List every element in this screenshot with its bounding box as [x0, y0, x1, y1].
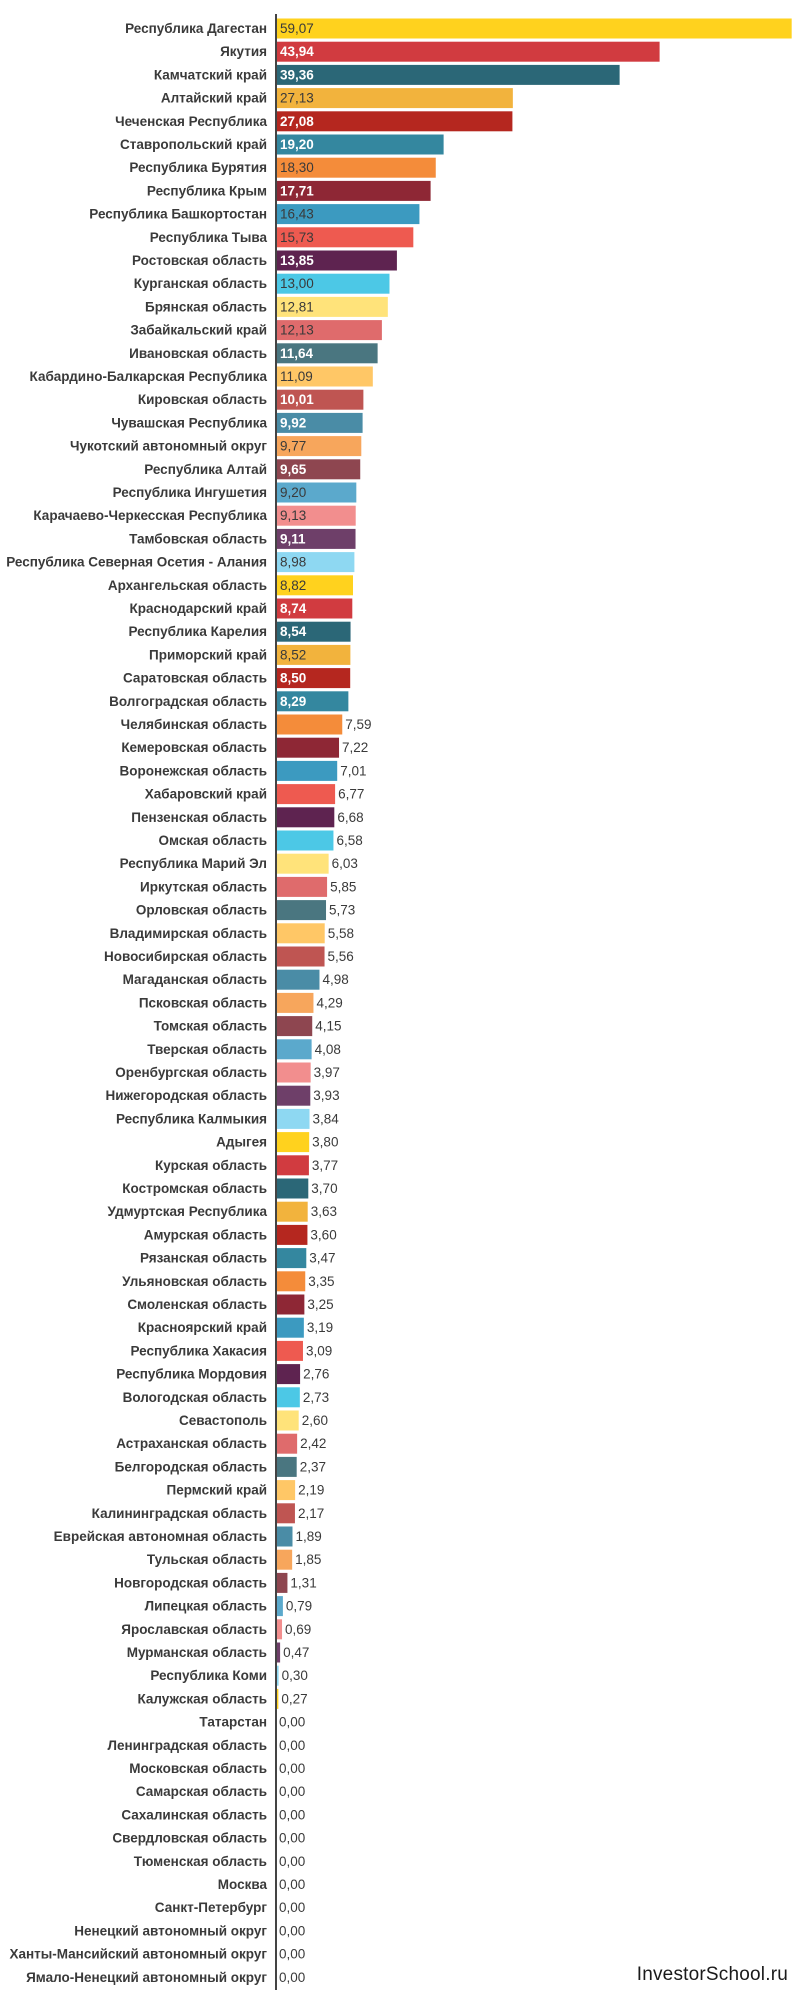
category-label: Чеченская Республика — [115, 113, 267, 129]
value-label: 3,77 — [311, 1157, 339, 1173]
value-label: 3,97 — [313, 1065, 340, 1080]
category-label: Орловская область — [135, 902, 267, 918]
value-label: 2,76 — [303, 1366, 330, 1382]
value-label: 4,29 — [316, 995, 343, 1011]
bar — [276, 1063, 311, 1083]
value-label: 3,84 — [312, 1111, 339, 1127]
category-label: Татарстан — [199, 1714, 267, 1730]
category-label: Тверская область — [147, 1041, 267, 1057]
category-label: Смоленская область — [127, 1297, 267, 1312]
value-label: 1,89 — [295, 1529, 322, 1544]
category-label: Астраханская область — [116, 1436, 267, 1452]
category-label: Ярославская область — [121, 1621, 267, 1637]
category-label: Адыгея — [216, 1134, 267, 1150]
value-label: 8,29 — [280, 693, 307, 709]
category-label: Карачаево-Черкесская Республика — [33, 508, 267, 524]
value-label: 8,54 — [280, 624, 307, 640]
category-label: Удмуртская Республика — [107, 1204, 267, 1220]
category-label: Севастополь — [178, 1413, 267, 1428]
bar — [276, 19, 792, 39]
value-label: 0,79 — [285, 1598, 313, 1614]
value-label: 8,52 — [280, 647, 307, 663]
bar — [276, 1387, 300, 1407]
value-label: 0,47 — [283, 1645, 310, 1660]
value-label: 11,09 — [280, 369, 313, 384]
value-label: 3,19 — [306, 1320, 334, 1336]
category-label: Чукотский автономный округ — [70, 438, 267, 454]
value-label: 0,00 — [279, 1737, 306, 1753]
value-label: 11,64 — [280, 345, 314, 361]
value-label: 5,85 — [330, 879, 357, 895]
category-label: Владимирская область — [109, 925, 267, 941]
category-label: Республика Мордовия — [116, 1366, 267, 1382]
value-label: 8,50 — [280, 670, 307, 686]
category-label: Самарская область — [135, 1784, 267, 1800]
category-label: Мурманская область — [126, 1645, 267, 1660]
bar — [276, 1109, 310, 1129]
category-label: Якутия — [220, 44, 267, 60]
category-label: Нижегородская область — [105, 1088, 267, 1104]
category-label: Ленинградская область — [107, 1737, 267, 1753]
category-label: Чувашская Республика — [111, 415, 267, 431]
value-label: 0,00 — [279, 1900, 306, 1916]
value-label: 0,00 — [279, 1853, 306, 1869]
category-label: Ханты-Мансийский автономный округ — [9, 1946, 267, 1962]
bar — [276, 1155, 309, 1175]
category-label: Кировская область — [137, 392, 267, 408]
bar — [276, 854, 329, 874]
value-label: 0,00 — [279, 1923, 306, 1939]
bar — [276, 784, 335, 804]
value-label: 19,20 — [280, 137, 314, 152]
bar — [276, 1248, 306, 1268]
bar — [276, 1132, 309, 1152]
value-label: 0,27 — [281, 1691, 308, 1707]
value-label: 6,77 — [338, 786, 365, 802]
value-label: 9,77 — [280, 438, 307, 454]
value-label: 0,00 — [279, 1877, 306, 1892]
category-label: Ненецкий автономный округ — [74, 1923, 267, 1939]
category-label: Московская область — [129, 1761, 267, 1776]
category-label: Алтайский край — [160, 90, 267, 106]
value-label: 15,73 — [280, 229, 314, 245]
value-label: 9,92 — [280, 415, 307, 431]
category-label: Республика Марий Эл — [119, 856, 267, 872]
category-label: Краснодарский край — [129, 601, 267, 616]
category-label: Челябинская область — [120, 717, 267, 732]
value-label: 7,01 — [340, 763, 367, 779]
watermark: InvestorSchool.ru — [636, 1964, 788, 1985]
value-label: 0,00 — [279, 1946, 306, 1962]
category-label: Пензенская область — [131, 809, 267, 825]
category-label: Магаданская область — [122, 972, 267, 988]
category-label: Республика Алтай — [144, 461, 267, 477]
category-label: Ульяновская область — [122, 1273, 267, 1289]
value-label: 2,17 — [297, 1505, 325, 1521]
bar — [276, 1527, 292, 1547]
value-label: 2,60 — [301, 1413, 328, 1428]
value-label: 7,59 — [345, 717, 372, 732]
value-label: 6,68 — [337, 809, 364, 825]
value-label: 27,13 — [280, 90, 314, 106]
bar — [276, 970, 319, 990]
value-label: 3,93 — [313, 1088, 340, 1104]
bar — [276, 1434, 297, 1454]
value-label: 6,03 — [331, 856, 358, 872]
bar — [276, 1318, 304, 1338]
value-label: 9,20 — [280, 485, 307, 500]
value-label: 12,13 — [280, 322, 314, 338]
value-label: 5,56 — [327, 949, 354, 964]
value-label: 3,80 — [312, 1134, 339, 1150]
category-label: Новгородская область — [114, 1575, 267, 1591]
value-label: 0,00 — [279, 1714, 306, 1730]
category-label: Иркутская область — [140, 879, 267, 895]
bar — [276, 1271, 305, 1291]
bar — [276, 807, 334, 827]
category-label: Республика Дагестан — [125, 21, 267, 36]
value-label: 1,31 — [290, 1575, 317, 1591]
category-label: Свердловская область — [112, 1830, 267, 1846]
value-label: 0,00 — [279, 1807, 306, 1823]
bar — [276, 42, 660, 62]
category-label: Костромская область — [122, 1181, 267, 1196]
category-label: Калининградская область — [91, 1505, 267, 1521]
value-label: 17,71 — [280, 183, 314, 199]
value-label: 0,00 — [279, 1761, 306, 1776]
category-label: Ростовская область — [131, 253, 267, 268]
value-label: 3,70 — [311, 1181, 338, 1196]
value-label: 12,81 — [280, 299, 314, 315]
category-label: Республика Коми — [150, 1668, 267, 1684]
bar — [276, 1480, 295, 1500]
value-label: 10,01 — [280, 392, 314, 408]
category-label: Сахалинская область — [121, 1807, 267, 1823]
bar — [276, 877, 327, 897]
value-label: 6,58 — [336, 833, 363, 848]
bar — [276, 1596, 283, 1616]
category-label: Оренбургская область — [115, 1065, 267, 1080]
bar — [276, 65, 620, 85]
category-label: Амурская область — [143, 1227, 267, 1243]
bar — [276, 1364, 300, 1384]
category-label: Республика Крым — [146, 183, 267, 199]
value-label: 16,43 — [280, 206, 314, 222]
category-label: Воронежская область — [119, 763, 267, 779]
value-label: 4,08 — [314, 1041, 341, 1057]
value-label: 59,07 — [280, 21, 314, 36]
category-label: Липецкая область — [144, 1598, 267, 1614]
value-label: 2,73 — [302, 1389, 330, 1405]
value-label: 3,09 — [305, 1343, 333, 1359]
category-label: Омская область — [158, 833, 267, 848]
bar — [276, 1016, 312, 1036]
category-label: Тамбовская область — [129, 531, 267, 547]
value-label: 0,00 — [279, 1830, 306, 1846]
category-label: Вологодская область — [122, 1389, 267, 1405]
value-label: 0,69 — [285, 1621, 312, 1637]
category-label: Республика Карелия — [128, 624, 267, 640]
category-label: Саратовская область — [123, 670, 267, 686]
value-label: 0,30 — [281, 1668, 308, 1684]
value-label: 0,00 — [279, 1969, 306, 1985]
category-label: Республика Башкортостан — [89, 206, 267, 222]
value-label: 2,19 — [298, 1482, 325, 1498]
value-label: 4,15 — [315, 1018, 342, 1034]
category-label: Архангельская область — [107, 577, 267, 593]
category-label: Республика Хакасия — [130, 1343, 267, 1359]
category-label: Волгоградская область — [109, 693, 267, 709]
value-label: 3,63 — [310, 1204, 337, 1220]
bar — [276, 1039, 312, 1059]
value-label: 9,13 — [280, 508, 307, 524]
value-label: 3,47 — [309, 1250, 336, 1266]
bars-layer — [6, 19, 791, 1985]
category-label: Калужская область — [137, 1691, 267, 1707]
category-label: Псковская область — [138, 995, 267, 1011]
category-label: Камчатский край — [153, 67, 267, 83]
value-label: 2,37 — [299, 1459, 326, 1475]
category-label: Кабардино-Балкарская Республика — [29, 369, 267, 384]
value-label: 2,42 — [300, 1436, 327, 1452]
category-label: Еврейская автономная область — [53, 1529, 267, 1544]
category-label: Курская область — [155, 1157, 267, 1173]
bar — [276, 993, 313, 1013]
bar — [276, 1411, 299, 1431]
value-label: 5,73 — [329, 902, 356, 918]
value-label: 9,11 — [280, 531, 306, 547]
value-label: 39,36 — [280, 67, 314, 83]
bar — [276, 947, 325, 967]
bar — [276, 1341, 303, 1361]
bar — [276, 1202, 308, 1222]
bar — [276, 923, 325, 943]
bar — [276, 1503, 295, 1523]
value-label: 1,85 — [295, 1552, 322, 1568]
category-label: Новосибирская область — [103, 949, 267, 964]
category-label: Красноярский край — [137, 1320, 267, 1336]
value-label: 27,08 — [280, 113, 314, 129]
value-label: 0,00 — [279, 1784, 306, 1800]
bar — [276, 1573, 287, 1593]
category-label: Республика Бурятия — [129, 160, 267, 176]
value-label: 3,35 — [308, 1273, 335, 1289]
value-label: 18,30 — [280, 160, 314, 176]
category-label: Республика Ингушетия — [112, 485, 267, 500]
value-label: 8,74 — [280, 601, 307, 616]
value-label: 5,58 — [327, 925, 354, 941]
category-label: Республика Тыва — [149, 229, 267, 245]
bar — [276, 1457, 297, 1477]
value-label: 3,25 — [307, 1297, 334, 1312]
category-label: Белгородская область — [114, 1459, 267, 1475]
category-label: Кемеровская область — [121, 740, 267, 756]
value-label: 8,82 — [280, 577, 307, 593]
bar — [276, 715, 342, 735]
bar — [276, 1225, 307, 1245]
value-label: 43,94 — [280, 44, 314, 60]
category-label: Забайкальский край — [130, 322, 267, 338]
category-label: Республика Калмыкия — [116, 1111, 267, 1127]
bar — [276, 1295, 304, 1315]
value-label: 13,85 — [280, 253, 314, 268]
category-label: Томская область — [153, 1018, 267, 1034]
bar — [276, 1179, 308, 1199]
category-label: Рязанская область — [139, 1250, 267, 1266]
bar — [276, 1550, 292, 1570]
category-label: Республика Северная Осетия - Алания — [6, 554, 267, 570]
category-label: Приморский край — [149, 647, 267, 663]
bar — [276, 900, 326, 920]
category-label: Хабаровский край — [144, 786, 267, 802]
category-label: Пермский край — [166, 1482, 267, 1498]
bar — [276, 738, 339, 758]
value-label: 13,00 — [280, 276, 314, 292]
category-label: Ямало-Ненецкий автономный округ — [26, 1969, 267, 1985]
category-label: Тульская область — [146, 1552, 267, 1568]
bar — [276, 761, 337, 781]
category-label: Санкт-Петербург — [154, 1900, 267, 1916]
value-label: 8,98 — [280, 554, 307, 570]
category-label: Курганская область — [133, 276, 267, 292]
category-label: Брянская область — [145, 299, 267, 315]
category-label: Ставропольский край — [119, 137, 267, 152]
value-label: 4,98 — [322, 972, 349, 988]
value-label: 3,60 — [310, 1227, 337, 1243]
category-label: Тюменская область — [133, 1853, 267, 1869]
bar — [276, 831, 333, 851]
value-label: 9,65 — [280, 461, 307, 477]
category-label: Москва — [217, 1877, 267, 1892]
category-label: Ивановская область — [129, 345, 267, 361]
value-label: 7,22 — [342, 740, 369, 756]
bar — [276, 1086, 310, 1106]
